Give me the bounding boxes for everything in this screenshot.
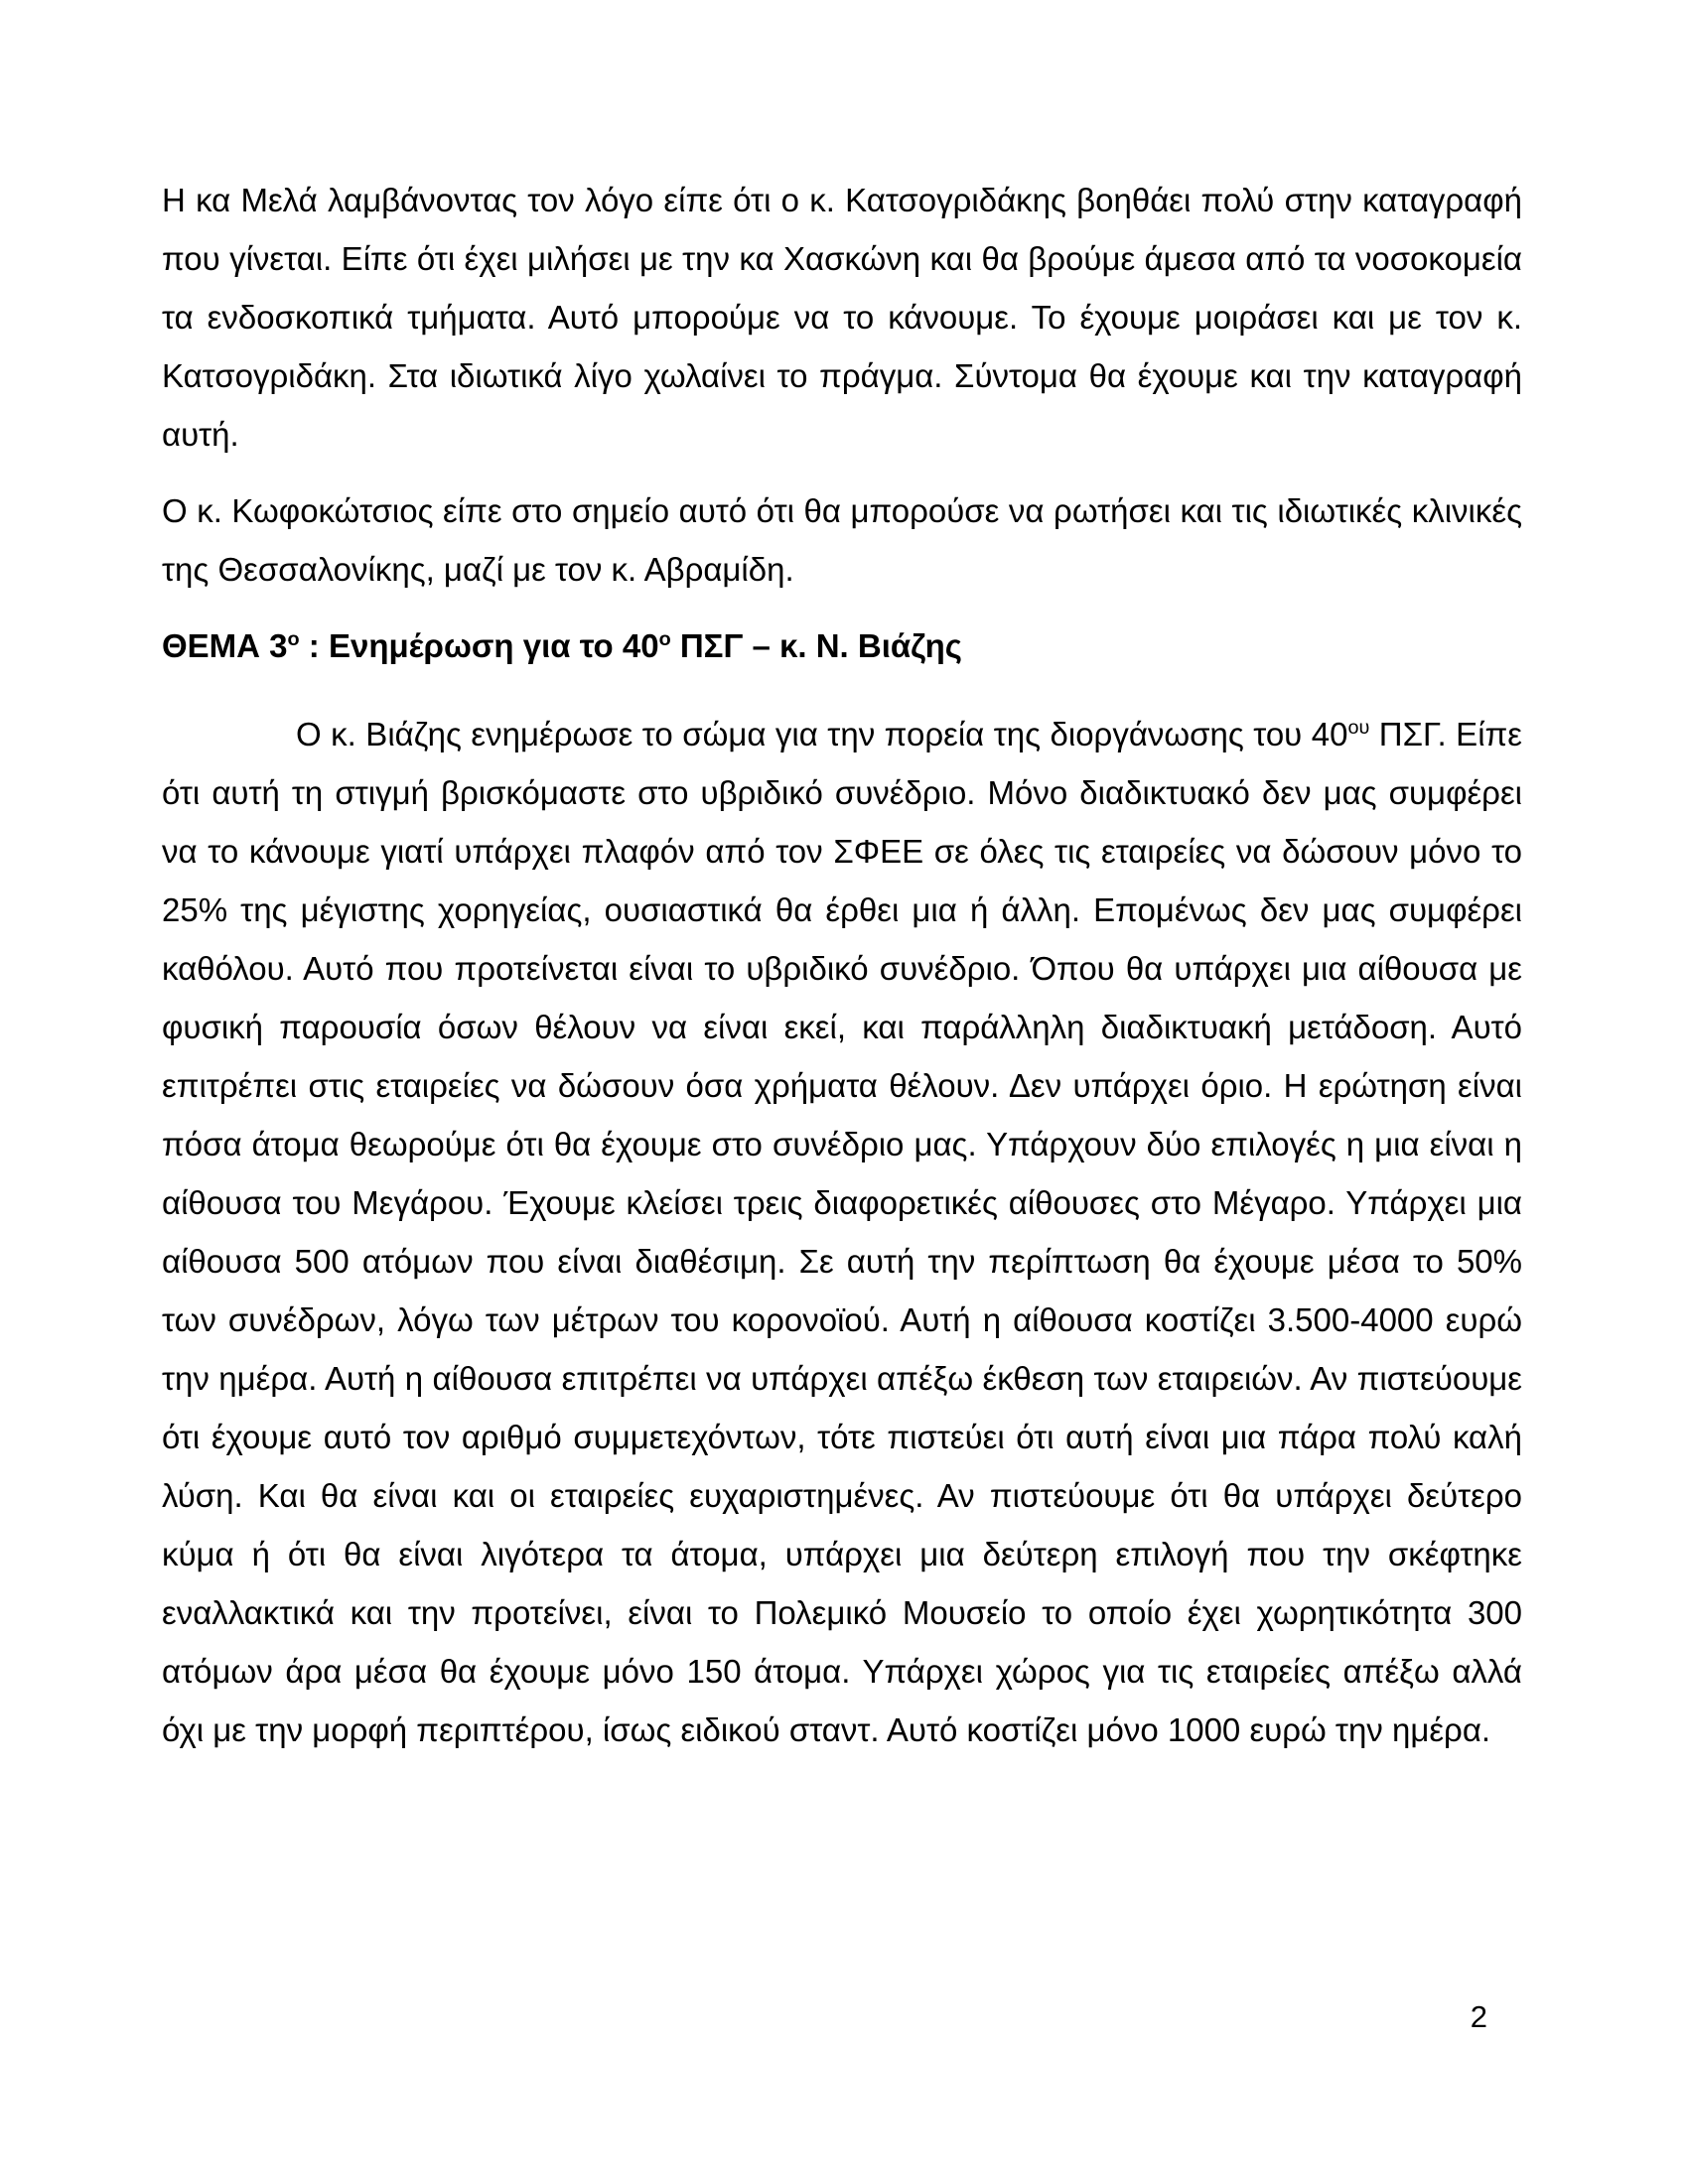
heading-ordinal-superscript: ο: [658, 628, 671, 650]
heading-text-part2: : Ενημέρωση για το 40: [299, 627, 659, 664]
heading-text-part3: ΠΣΓ – κ. Ν. Βιάζης: [670, 627, 962, 664]
paragraph-text-part2: ΠΣΓ. Είπε ότι αυτή τη στιγμή βρισκόμαστε στο υβριδικό συνέδριο. Μόνο διαδικτυακό δεν μας συμφέρει να το κάνουμε γιατί υπάρχει πλαφόν από τον ΣΦΕΕ σε όλες τις εταιρείες να δώσουν μόνο το 25% της μέγιστης χορηγείας, ουσιαστικά θα έρθει μια ή άλλη. Επομένως δεν μας συμφέρει καθόλου. Αυτό που προτείνεται είναι το υβριδικό συνέδριο. Όπου θα υπάρχει μια αίθουσα με φυσική παρουσία όσων θέλουν να είναι εκεί, και παράλληλη διαδικτυακή μετάδοση. Αυτό επιτρέπει στις εταιρείες να δώσουν όσα χρήματα θέλουν. Δεν υπάρχει όριο. Η ερώτηση είναι πόσα άτομα θεωρούμε ότι θα έχουμε στο συνέδριο μας. Υπάρχουν δύο επιλογές η μια είναι η αίθουσα του Μεγάρου. Έχουμε κλείσει τρεις διαφορετικές αίθουσες στο Μέγαρο. Υπάρχει μια αίθουσα 500 ατόμων που είναι διαθέσιμη. Σε αυτή την περίπτωση θα έχουμε μέσα το 50% των συνέδρων, λόγω των μέτρων του κορονοϊού. Αυτή η αίθουσα κοστίζει 3.500-4000 ευρώ την ημέρα. Αυτή η αίθουσα επιτρέπει να υπάρχει απέξω έκθεση των εταιρειών. Αν πιστεύουμε ότι έχουμε αυτό τον αριθμό συμμετεχόντων, τότε πιστεύει ότι αυτή είναι μια πάρα πολύ καλή λύση. Και θα είναι και οι εταιρείες ευχαριστημένες. Αν πιστεύουμε ότι θα υπάρχει δεύτερο κύμα ή ότι θα είναι λιγότερα τα άτομα, υπάρχει μια δεύτερη επιλογή που την σκέφτηκε εναλλακτικά και την προτείνει, είναι το Πολεμικό Μουσείο το οποίο έχει χωρητικότητα 300 ατόμων άρα μέσα θα έχουμε μόνο 150 άτομα. Υπάρχει χώρος για τις εταιρείες απέξω αλλά όχι με την μορφή περιπτέρου, ίσως ειδικού σταντ. Αυτό κοστίζει μόνο 1000 ευρώ την ημέρα.: [162, 716, 1523, 1748]
page-number: 2: [1470, 1999, 1487, 2034]
paragraph-text-part1: Ο κ. Βιάζης ενημέρωσε το σώμα για την πορεία της διοργάνωσης του 40: [296, 716, 1348, 752]
heading-ordinal-superscript: ο: [287, 628, 300, 650]
paragraph-viazis-update: [162, 705, 1522, 1759]
ordinal-superscript: ου: [1347, 717, 1370, 739]
section-heading-thema-3: [162, 616, 1522, 675]
heading-text-part1: ΘΕΜΑ 3: [162, 627, 288, 664]
paragraph-kofokotsios-statement: Ο κ. Κωφοκώτσιος είπε στο σημείο αυτό ότι θα μπορούσε να ρωτήσει και τις ιδιωτικές κλινικές της Θεσσαλονίκης, μαζί με τον κ. Αβραμίδη.: [162, 492, 1522, 588]
document-body: [162, 171, 1522, 1777]
paragraph-mela-statement: Η κα Μελά λαμβάνοντας τον λόγο είπε ότι ο κ. Κατσογριδάκης βοηθάει πολύ στην καταγραφή που γίνεται. Είπε ότι έχει μιλήσει με την κα Χασκώνη και θα βρούμε άμεσα από τα νοσοκομεία τα ενδοσκοπικά τμήματα. Αυτό μπορούμε να το κάνουμε. Το έχουμε μοιράσει και με τον κ. Κατσογριδάκη. Στα ιδιωτικά λίγο χωλαίνει το πράγμα. Σύντομα θα έχουμε και την καταγραφή αυτή.: [162, 182, 1522, 453]
